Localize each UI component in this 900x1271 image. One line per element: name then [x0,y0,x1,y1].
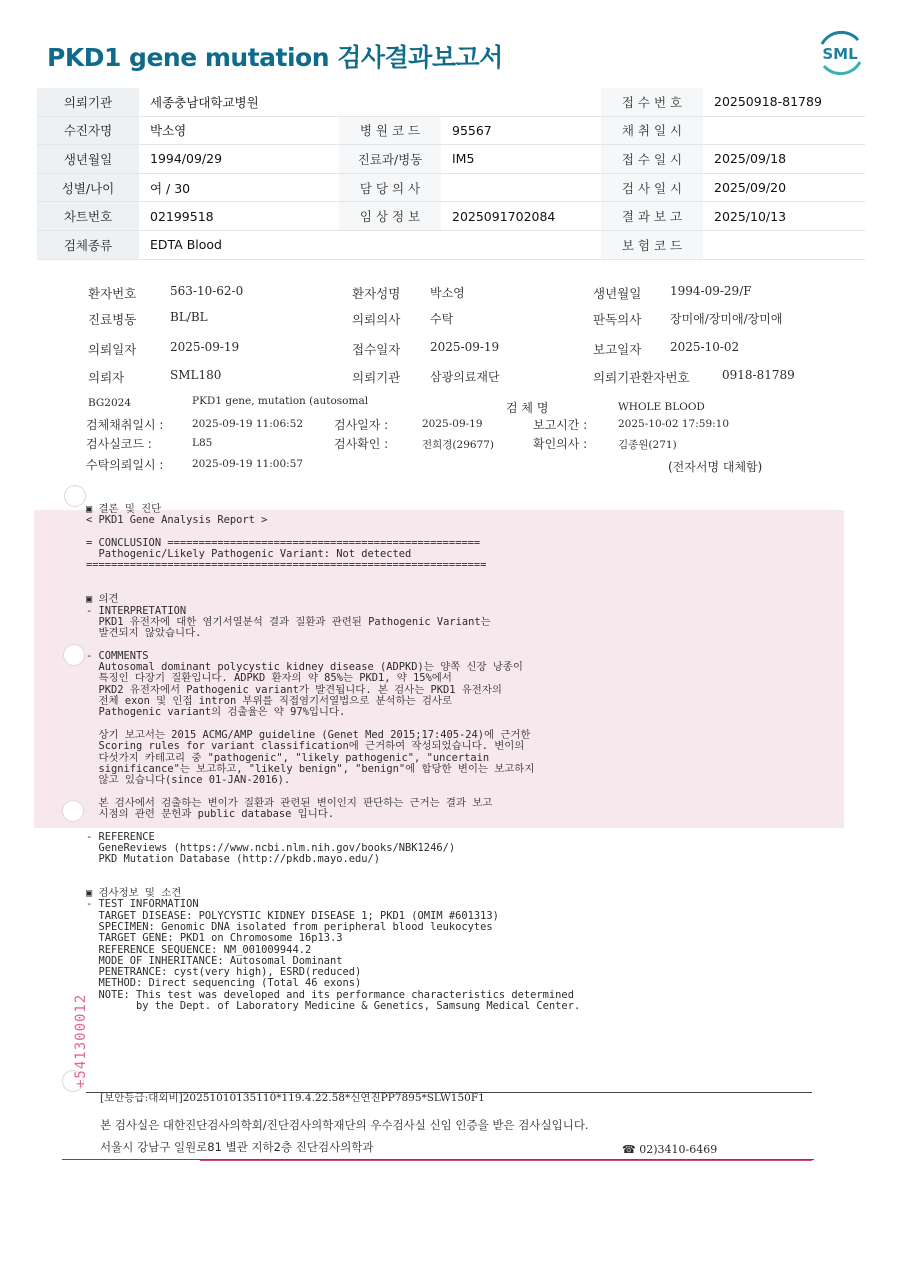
patient-field-label: 진료병동 [88,312,137,327]
header-value: 2025/09/20 [703,173,865,202]
header-value: 02199518 [139,202,339,231]
meta-label: 검사확인 : [334,437,389,451]
report-line [86,572,580,583]
header-label: 접 수 일 시 [601,145,703,174]
header-value: 2025/10/13 [703,202,865,231]
report-line: PKD2 유전자에서 Pathogenic variant가 발견됩니다. 본 검사는 PKD1 유전자의 [86,683,502,696]
patient-field-value: 1994-09-29/F [670,284,752,298]
header-label: 결 과 보 고 [601,202,703,231]
patient-field-label: 환자번호 [88,286,137,301]
header-label: 생년월일 [37,145,139,174]
meta-value: 2025-09-19 [422,418,483,430]
header-row [37,145,865,174]
report-line: ================================================================ [86,559,487,572]
report-line [86,583,580,594]
report-line: MODE OF INHERITANCE: Autosomal Dominant [86,954,343,967]
patient-field-value: BL/BL [170,310,208,324]
report-line: Scoring rules for variant classification에 근거하여 작성되었습니다. 변이의 [86,740,525,753]
patient-field-label: 생년월일 [593,286,642,301]
lab-phone: ☎ 02)3410-6469 [622,1143,718,1156]
report-line: 않고 있습니다(since 01-JAN-2016). [86,774,291,787]
report-line: METHOD: Direct sequencing (Total 46 exons) [86,977,362,990]
patient-field-value: 563-10-62-0 [170,284,244,298]
header-label [339,88,441,116]
header-label: 병 원 코 드 [339,116,441,145]
logo-text: SML [822,45,858,63]
header-value [441,88,601,116]
header-label: 임 상 정 보 [339,202,441,231]
serial-number: +541300012 [73,993,89,1088]
patient-field-value: 2025-10-02 [670,340,740,354]
report-line: ▣ 검사정보 및 소견 [86,887,182,900]
header-value: 여 / 30 [139,173,339,202]
report-line: Pathogenic/Likely Pathogenic Variant: Not detected [86,548,412,561]
lab-address: 서울시 강남구 일원로81 별관 지하2층 진단검사의학과 [100,1140,374,1154]
header-label: 채 취 일 시 [601,116,703,145]
header-value [441,230,601,259]
header-row [37,202,865,231]
scanned-report [0,270,900,1170]
header-value: IM5 [441,145,601,174]
report-line: - TEST INFORMATION [86,898,199,911]
header-label: 진료과/병동 [339,145,441,174]
meta-value: 김종원(271) [618,439,677,451]
patient-field-value: 2025-09-19 [430,340,500,354]
specimen-label: 검 체 명 [506,401,549,415]
report-line: - INTERPRETATION [86,604,187,617]
report-line: ▣ 의견 [86,593,119,606]
meta-value: 전희경(29677) [422,439,495,451]
certification-text: 본 검사실은 대한진단검사의학회/진단검사의학재단의 우수검사실 신임 인증을 받은 검사실입니다. [100,1118,589,1132]
report-line: 발견되지 않았습니다. [86,627,202,640]
report-line: by the Dept. of Laboratory Medicine & Genetics, Samsung Medical Center. [86,1000,581,1013]
patient-field-label: 의뢰일자 [88,342,137,357]
patient-field-value: SML180 [170,368,222,382]
report-line: 다섯가지 카테고리 중 "pathogenic", "likely pathogenic", "uncertain [86,751,490,764]
header-label: 성별/나이 [37,173,139,202]
meta-label: 수탁의뢰일시 : [86,458,164,472]
report-line: NOTE: This test was developed and its performance characteristics determined [86,988,574,1001]
report-line: - REFERENCE [86,830,155,843]
patient-field-value: 박소영 [430,286,465,300]
header-label: 차트번호 [37,202,139,231]
patient-field-label: 접수일자 [352,342,401,357]
meta-label: 검사일자 : [334,418,389,432]
header-row [37,230,865,259]
report-line: 본 검사에서 검출하는 변이가 질환과 관련된 변이인지 판단하는 근거는 결과 보고 [86,796,493,809]
patient-field-label: 의뢰의사 [352,312,401,327]
meta-value: 2025-09-19 11:00:57 [192,458,304,470]
security-line: [보안등급:대외비]20251010135110*119.4.22.58*신연진PP7895*SLW150F1 [100,1092,485,1104]
meta-value: 2025-10-02 17:59:10 [618,418,730,430]
report-line: TARGET DISEASE: POLYCYSTIC KIDNEY DISEASE 1; PKD1 (OMIM #601313) [86,909,499,922]
test-code: BG2024 [88,397,132,409]
report-line: significance"는 보고하고, "likely benign", "benign"에 합당한 변이는 보고하지 [86,762,535,775]
patient-field-label: 환자성명 [352,286,401,301]
report-line: Pathogenic variant의 검출율은 약 97%입니다. [86,706,346,719]
header-label: 의뢰기관 [37,88,139,116]
report-line: - COMMENTS [86,649,149,662]
report-line [86,820,580,831]
header-label [339,230,441,259]
report-line: = CONCLUSION ================================================== [86,536,481,549]
patient-field-value: 2025-09-19 [170,340,240,354]
patient-field-value: 0918-81789 [722,368,795,382]
header-label: 검 사 일 시 [601,173,703,202]
header-value: EDTA Blood [139,230,339,259]
report-line: GeneReviews (https://www.ncbi.nlm.nih.gov/books/NBK1246/) [86,841,456,854]
report-line: REFERENCE SEQUENCE: NM_001009944.2 [86,943,312,956]
report-line: ▣ 결론 및 진단 [86,503,162,515]
report-line: TARGET GENE: PKD1 on Chromosome 16p13.3 [86,932,343,945]
report-line [86,640,580,651]
patient-field-value: 수탁 [430,312,454,326]
sml-logo [812,28,868,78]
punch-hole [63,644,85,666]
header-value: 1994/09/29 [139,145,339,174]
meta-value: 2025-09-19 11:06:52 [192,418,304,430]
report-line: < PKD1 Gene Analysis Report > [86,514,268,527]
header-value: 20250918-81789 [703,88,865,116]
header-value [441,173,601,202]
report-line: PENETRANCE: cyst(very high), ESRD(reduced) [86,966,362,979]
header-label: 담 당 의 사 [339,173,441,202]
patient-field-label: 의뢰자 [88,370,125,385]
header-row [37,88,865,116]
patient-field-label: 의뢰기관환자번호 [593,370,690,385]
report-line: PKD1 유전자에 대한 염기서열분석 결과 질환과 관련된 Pathogenic Variant는 [86,615,491,628]
punch-hole [64,485,86,507]
report-line: 시점의 관련 문헌과 public database 입니다. [86,808,335,821]
header-label: 검체종류 [37,230,139,259]
header-row [37,116,865,145]
header-value: 2025/09/18 [703,145,865,174]
header-value: 세종충남대학교병원 [139,88,339,116]
header-label: 보 험 코 드 [601,230,703,259]
report-line: 전체 exon 및 인접 intron 부위를 직접염기서열법으로 분석하는 검사로 [86,695,453,708]
patient-field-label: 판독의사 [593,312,642,327]
header-value [703,116,865,145]
report-line [86,866,580,877]
header-value: 박소영 [139,116,339,145]
header-row [37,173,865,202]
test-name: PKD1 gene, mutation (autosomal [192,395,369,407]
patient-field-value: 장미애/장미애/장미애 [670,312,783,326]
bottom-rule-red [200,1160,812,1161]
specimen-value: WHOLE BLOOD [618,401,705,413]
report-line: 특징인 다장기 질환입니다. ADPKD 환자의 약 85%는 PKD1, 약 15%에서 [86,672,452,685]
header-value: 95567 [441,116,601,145]
report-line: Autosomal dominant polycystic kidney disease (ADPKD)는 양쪽 신장 낭종이 [86,661,523,674]
report-title: PKD1 gene mutation 검사결과보고서 [47,43,503,72]
report-body [86,504,580,1012]
header-value: 2025091702084 [441,202,601,231]
meta-label: 보고시간 : [533,418,588,432]
report-line: SPECIMEN: Genomic DNA isolated from peripheral blood leukocytes [86,920,493,933]
header-value [703,230,865,259]
meta-value: L85 [192,437,213,449]
meta-label: 검사실코드 : [86,437,152,451]
patient-header-table [37,88,865,260]
esign-note: (전자서명 대체함) [668,460,763,474]
report-line: PKD Mutation Database (http://pkdb.mayo.edu/) [86,853,381,866]
patient-field-label: 보고일자 [593,342,642,357]
header-label: 수진자명 [37,116,139,145]
patient-field-label: 의뢰기관 [352,370,401,385]
meta-label: 검체채취일시 : [86,418,164,432]
header-label: 접 수 번 호 [601,88,703,116]
patient-field-value: 삼광의료재단 [430,370,500,384]
meta-label: 확인의사 : [533,437,588,451]
punch-hole [62,800,84,822]
report-line: 상기 보고서는 2015 ACMG/AMP guideline (Genet Med 2015;17:405-24)에 근거한 [86,728,531,741]
